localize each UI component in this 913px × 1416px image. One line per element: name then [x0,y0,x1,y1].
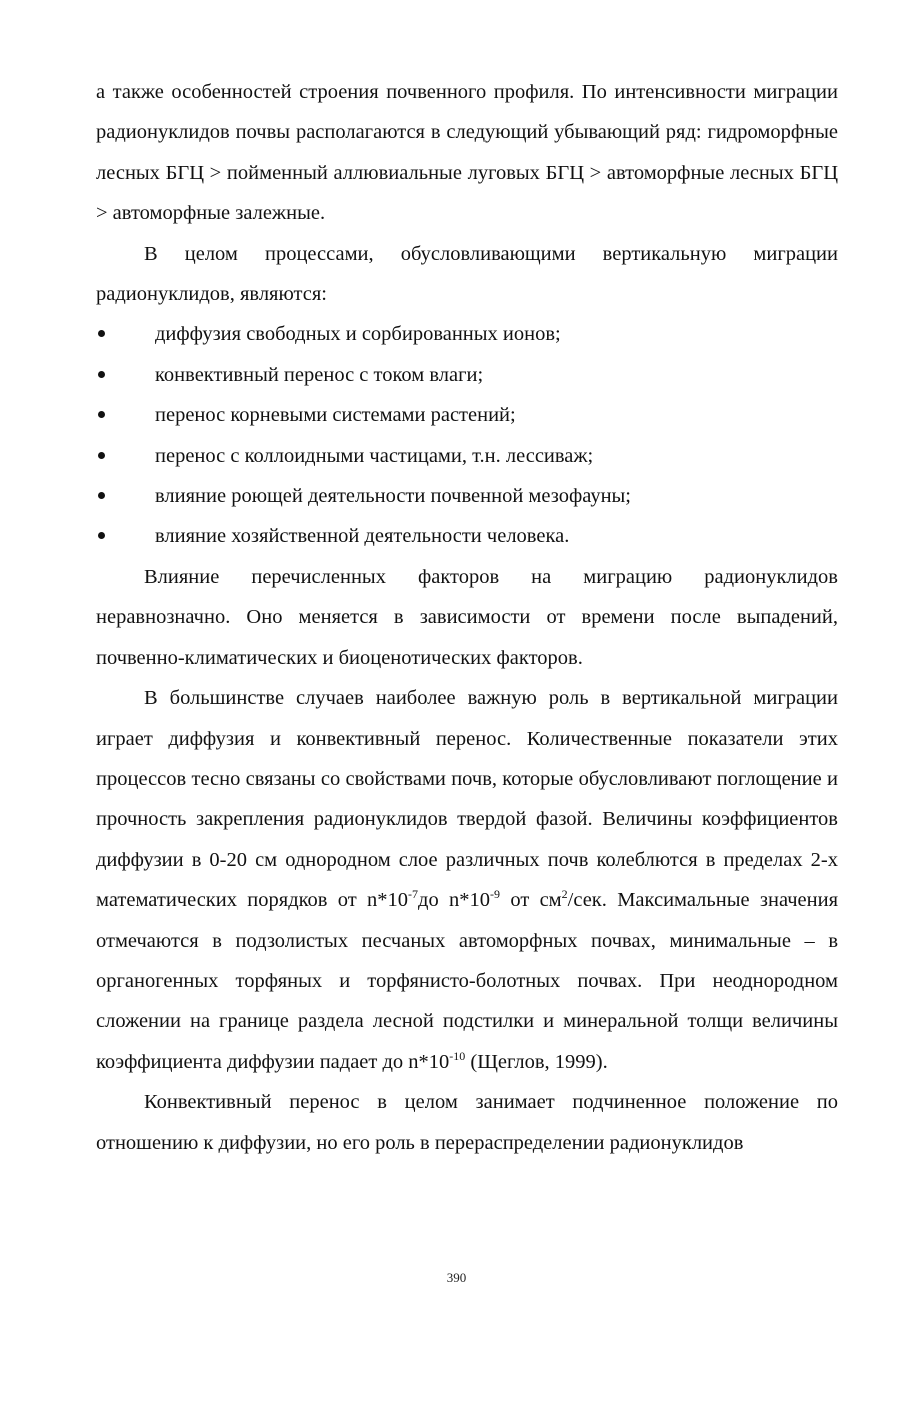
list-item-text: влияние роющей деятельности почвенной мезофауны; [155,485,632,508]
list-item-text: конвективный перенос с током влаги; [155,363,484,386]
exponent-1: -7 [408,887,419,902]
list-item-text: влияние хозяйственной деятельности человека. [155,525,570,548]
list-item [96,436,838,476]
paragraph-4-text-5: (Щеглов, 1999). [465,1050,608,1073]
list-item-text: перенос корневыми системами растений; [155,404,516,427]
exponent-3: 2 [561,887,568,902]
list-item [96,516,838,556]
paragraph-4-text-4: /сек. Максимальные значения отмечаются в подзолистых песчаных автоморфных почвах, минимальные – в органогенных торфяных и торфянисто-болотных почвах. При неоднородном сложении на границе раздела лесной подстилки и минеральной толщи величины коэффициента диффузии падает до n*10 [96,889,839,1073]
list-item [96,314,838,354]
list-item [96,395,838,435]
bullet-icon [98,330,105,337]
paragraph-4 [96,678,838,1082]
exponent-2: -9 [490,887,501,902]
list-item [96,355,838,395]
bullet-icon [98,492,105,499]
bullet-icon [98,532,105,539]
list-item-text: перенос с коллоидными частицами, т.н. лессиваж; [155,444,594,467]
page-number: 390 [446,1270,467,1285]
paragraph-5: Конвективный перенос в целом занимает подчиненное положение по отношению к диффузии, но его роль в перераспределении радионуклидов [96,1091,838,1154]
paragraph-3: Влияние перечисленных факторов на миграцию радионуклидов неравнозначно. Оно меняется в зависимости от времени после выпадений, почвенно-климатических и биоценотических факторов. [96,565,838,669]
bullet-icon [98,411,105,418]
paragraph-4-text-3: от см [500,889,562,912]
bullet-list [96,314,838,556]
paragraph-1: а также особенностей строения почвенного профиля. По интенсивности миграции радионуклидов почвы располагаются в следующий убывающий ряд: гидроморфные лесных БГЦ > пойменный аллювиальные луговых БГЦ > автоморфные лесных БГЦ > автоморфные залежные. [96,81,838,225]
paragraph-4-text-1: В большинстве случаев наиболее важную роль в вертикальной миграции играет диффузия и конвективный перенос. Количественные показатели этих процессов тесно связаны со свойствами почв, которые обусловливают поглощение и прочность закрепления радионуклидов твердой фазой. Величины коэффициентов диффузии в 0-20 см однородном слое различных почв колеблются в пределах 2-х математических порядков от n*10 [96,687,838,912]
list-item-text: диффузия свободных и сорбированных ионов; [155,323,561,346]
exponent-4: -10 [449,1048,466,1063]
paragraph-2: В целом процессами, обусловливающими вертикальную миграции радионуклидов, являются: [96,242,838,306]
paragraph-4-text-2: до n*10 [418,889,491,912]
document-page [96,72,838,1163]
list-item [96,476,838,516]
bullet-icon [98,371,105,378]
bullet-icon [98,452,105,459]
